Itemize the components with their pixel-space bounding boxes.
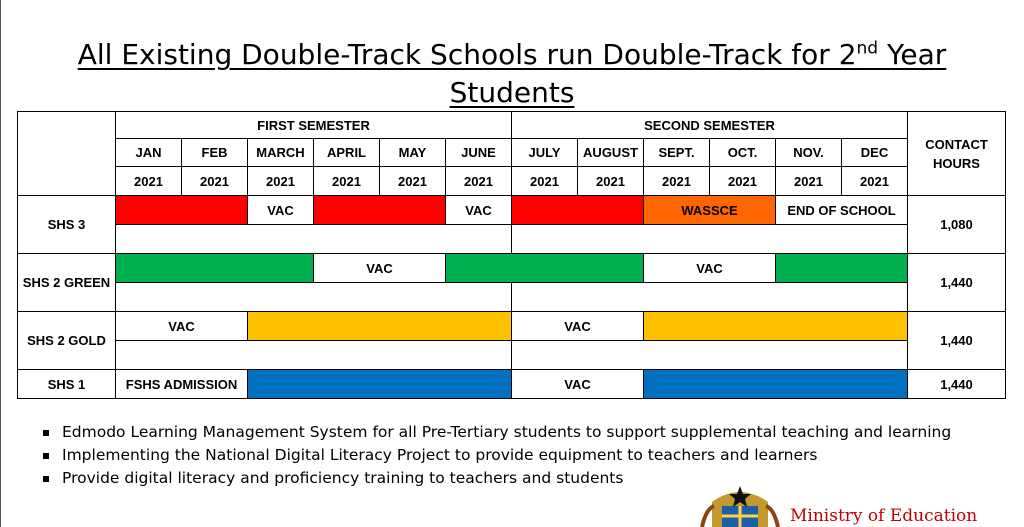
year-header: 2021 xyxy=(116,167,182,196)
month-header: OCT. xyxy=(710,139,776,167)
month-header: SEPT. xyxy=(644,139,710,167)
spacer-row xyxy=(18,225,1006,254)
spacer-cell xyxy=(116,283,512,312)
contact-hours-value: 1,440 xyxy=(908,312,1006,370)
schedule-cell: FSHS ADMISSION xyxy=(116,370,248,399)
month-header: MAY xyxy=(380,139,446,167)
year-header: 2021 xyxy=(380,167,446,196)
month-header: JULY xyxy=(512,139,578,167)
month-header: JAN xyxy=(116,139,182,167)
schedule-table xyxy=(17,111,1006,399)
schedule-cell: VAC xyxy=(446,196,512,225)
row-label: SHS 3 xyxy=(18,196,116,254)
year-header: 2021 xyxy=(710,167,776,196)
bullet-item xyxy=(36,444,951,467)
bullet-square-icon xyxy=(43,430,49,436)
spacer-cell xyxy=(116,225,512,254)
bullet-list xyxy=(36,421,951,490)
bullet-square-icon xyxy=(43,476,49,482)
schedule-cell: VAC xyxy=(512,312,644,341)
schedule-bar-gold xyxy=(248,312,512,341)
schedule-cell: VAC xyxy=(248,196,314,225)
year-header: 2021 xyxy=(512,167,578,196)
bullet-text: Implementing the National Digital Literacy Project to provide equipment to teachers and learners xyxy=(62,446,818,464)
month-header: NOV. xyxy=(776,139,842,167)
schedule-cell: VAC xyxy=(116,312,248,341)
spacer-cell xyxy=(512,341,908,370)
spacer-cell xyxy=(512,283,908,312)
schedule-bar-green xyxy=(446,254,644,283)
coat-of-arms-icon xyxy=(700,484,780,527)
first-semester-header: FIRST SEMESTER xyxy=(116,112,512,139)
slide-title xyxy=(0,30,1024,112)
title-line-2: Students xyxy=(449,76,575,110)
schedule-cell: VAC xyxy=(512,370,644,399)
schedule-bar-red xyxy=(116,196,248,225)
year-header: 2021 xyxy=(776,167,842,196)
year-header: 2021 xyxy=(446,167,512,196)
year-header: 2021 xyxy=(182,167,248,196)
schedule-cell: VAC xyxy=(314,254,446,283)
months-row xyxy=(18,139,1006,167)
schedule-cell: END OF SCHOOL xyxy=(776,196,908,225)
bullet-item xyxy=(36,467,951,490)
schedule-cell: VAC xyxy=(644,254,776,283)
spacer-cell xyxy=(116,341,512,370)
schedule-row xyxy=(18,312,1006,341)
schedule-row xyxy=(18,196,1006,225)
schedule-bar-red xyxy=(314,196,446,225)
title-line-1: All Existing Double-Track Schools run Double-Track for 2nd Year xyxy=(77,38,947,72)
row-label-header xyxy=(18,112,116,196)
month-header: MARCH xyxy=(248,139,314,167)
schedule-bar-blue xyxy=(248,370,512,399)
spacer-row xyxy=(18,341,1006,370)
schedule-bar-orange: WASSCE xyxy=(644,196,776,225)
year-header: 2021 xyxy=(644,167,710,196)
schedule-row xyxy=(18,370,1006,399)
bullet-item xyxy=(36,421,951,444)
month-header: AUGUST xyxy=(578,139,644,167)
row-label: SHS 2 GREEN xyxy=(18,254,116,312)
spacer-row xyxy=(18,283,1006,312)
schedule-bar-blue xyxy=(644,370,908,399)
schedule-bar-red xyxy=(512,196,644,225)
schedule-row xyxy=(18,254,1006,283)
row-label: SHS 1 xyxy=(18,370,116,399)
second-semester-header: SECOND SEMESTER xyxy=(512,112,908,139)
year-header: 2021 xyxy=(248,167,314,196)
schedule-bar-green xyxy=(116,254,314,283)
contact-hours-value: 1,440 xyxy=(908,254,1006,312)
semester-header-row xyxy=(18,112,1006,139)
contact-hours-value: 1,440 xyxy=(908,370,1006,399)
bullet-square-icon xyxy=(43,453,49,459)
spacer-cell xyxy=(512,225,908,254)
bullet-text: Provide digital literacy and proficiency training to teachers and students xyxy=(62,469,624,487)
month-header: APRIL xyxy=(314,139,380,167)
contact-hours-header: CONTACT HOURS xyxy=(908,112,1006,196)
schedule-bar-gold xyxy=(644,312,908,341)
years-row xyxy=(18,167,1006,196)
year-header: 2021 xyxy=(314,167,380,196)
schedule-bar-green xyxy=(776,254,908,283)
year-header: 2021 xyxy=(578,167,644,196)
contact-hours-value: 1,080 xyxy=(908,196,1006,254)
month-header: FEB xyxy=(182,139,248,167)
month-header: DEC xyxy=(842,139,908,167)
row-label: SHS 2 GOLD xyxy=(18,312,116,370)
ministry-logo-text: Ministry of Education xyxy=(790,506,978,526)
bullet-text: Edmodo Learning Management System for all Pre-Tertiary students to support supplemental teaching and learning xyxy=(62,423,952,441)
month-header: JUNE xyxy=(446,139,512,167)
year-header: 2021 xyxy=(842,167,908,196)
